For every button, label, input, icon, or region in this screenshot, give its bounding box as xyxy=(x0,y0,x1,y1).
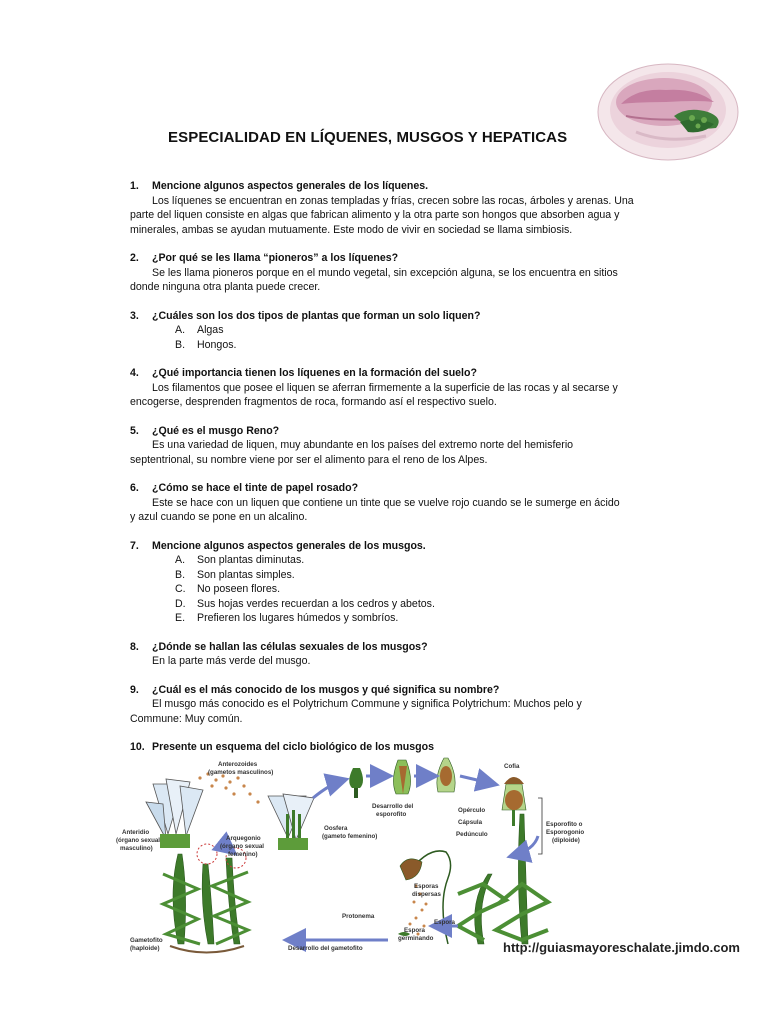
sporophyte-bracket xyxy=(538,798,542,854)
label-esporas-dispersas-1: Esporas xyxy=(414,883,439,890)
question-text: ¿Cómo se hace el tinte de papel rosado? xyxy=(152,482,359,494)
list-item xyxy=(175,553,304,568)
label-cofia: Cofia xyxy=(504,763,520,770)
label-espora-germinando-1: Espora xyxy=(404,927,425,934)
list-item xyxy=(175,582,280,597)
label-arquegonio-sub2: femenino) xyxy=(228,851,258,858)
question-text: ¿Cuáles son los dos tipos de plantas que forman un solo liquen? xyxy=(152,309,481,322)
moss-life-cycle-diagram xyxy=(108,754,748,964)
answer-line: septentrional, su nombre viene por ser el alimento para el reno de los Alpes. xyxy=(130,453,488,466)
question-4 xyxy=(130,366,477,381)
list-text: Son plantas diminutas. xyxy=(197,554,305,566)
question-6 xyxy=(130,481,358,496)
question-7 xyxy=(130,539,426,554)
question-number: 10. xyxy=(130,741,145,753)
label-arquegonio: Arquegonio xyxy=(226,835,261,842)
question-number: 1. xyxy=(130,180,139,192)
question-number: 8. xyxy=(130,640,139,653)
question-number: 5. xyxy=(130,424,139,437)
question-text: Mencione algunos aspectos generales de los líquenes. xyxy=(152,180,429,192)
label-arquegonio-sub1: (órgano sexual xyxy=(220,843,265,850)
highlight-circle-left xyxy=(197,844,217,864)
watermark-url: http://guiasmayoreschalate.jimdo.com xyxy=(503,940,740,955)
answer-line: Este se hace con un liquen que contiene un tinte que se vuelve rojo cuando se le sumerge en ácido xyxy=(152,496,620,509)
label-pedunculo: Pedúnculo xyxy=(456,831,488,838)
question-1 xyxy=(130,179,428,194)
label-desarrollo-esporofito-1: Desarrollo del xyxy=(372,803,414,810)
label-gametofito-1: Gametofito xyxy=(130,937,163,944)
answer-line: Es una variedad de liquen, muy abundante en los países del extremo norte del hemisferio xyxy=(152,439,574,451)
label-oosfera: Oosfera xyxy=(324,825,348,832)
question-number: 7. xyxy=(130,539,139,552)
lichen-illustration xyxy=(596,60,746,170)
question-8 xyxy=(130,640,428,655)
answer-line: parte del liquen consiste en algas que fabrican alimento y la otra parte son hongos que absorben agua y xyxy=(130,209,620,221)
list-letter: B. xyxy=(175,338,186,351)
question-10 xyxy=(130,740,434,755)
label-anterozoides: Anterozoides xyxy=(218,761,258,768)
question-text: Mencione algunos aspectos generales de los musgos. xyxy=(152,539,426,552)
answer-line: En la parte más verde del musgo. xyxy=(152,655,311,667)
answer-line: donde ninguna otra planta puede crecer. xyxy=(130,281,321,293)
label-esporofito-2: Esporogonio xyxy=(546,829,585,836)
question-9 xyxy=(130,683,499,698)
label-anterozoides-sub: (gametos masculinos) xyxy=(208,769,274,776)
question-text: ¿Qué importancia tienen los líquenes en la formación del suelo? xyxy=(152,367,477,379)
answer-line: Se les llama pioneros porque en el mundo vegetal, sin excepción alguna, se los encuentra en sitios xyxy=(152,266,618,279)
question-number: 2. xyxy=(130,252,139,264)
label-esporofito-1: Esporofito o xyxy=(546,821,583,828)
archegonium-cluster-drawing xyxy=(268,794,314,850)
question-number: 3. xyxy=(130,309,139,322)
label-desarrollo-esporofito-2: esporofito xyxy=(376,811,407,818)
answer-line: Los filamentos que posee el liquen se aferran firmemente a la superficie de las rocas y al secarse y xyxy=(152,381,618,394)
answer-line: Commune: Muy común. xyxy=(130,712,243,725)
label-protonema: Protonema xyxy=(342,913,375,920)
list-letter: A. xyxy=(175,324,186,336)
label-anteridio-sub2: masculino) xyxy=(120,845,153,852)
list-item xyxy=(175,338,236,353)
label-anteridio-sub1: (órgano sexual xyxy=(116,837,161,844)
label-espora: Espora xyxy=(434,919,455,926)
label-oosfera-sub: (gameto femenino) xyxy=(322,833,378,840)
question-text: ¿Dónde se hallan las células sexuales de los musgos? xyxy=(152,640,428,653)
answer-line: y azul cuando se pone en un alcalino. xyxy=(130,511,308,523)
question-3 xyxy=(130,309,480,324)
page-title: ESPECIALIDAD EN LÍQUENES, MUSGOS Y HEPATICAS xyxy=(168,129,568,146)
list-letter: C. xyxy=(175,583,186,595)
list-text: Hongos. xyxy=(197,338,237,351)
list-text: Algas xyxy=(197,324,224,336)
list-letter: B. xyxy=(175,568,186,581)
list-text: Prefieren los lugares húmedos y sombríos. xyxy=(197,612,399,624)
label-capsula: Cápsula xyxy=(458,819,483,826)
label-operculo: Opérculo xyxy=(458,807,486,814)
question-number: 6. xyxy=(130,482,139,494)
label-esporofito-3: (diploide) xyxy=(552,837,580,844)
answer-line: Los líquenes se encuentran en zonas templadas y frías, crecen sobre las rocas, árboles y arenas. Una xyxy=(152,194,634,207)
list-letter: E. xyxy=(175,612,186,624)
list-text: Son plantas simples. xyxy=(197,568,295,581)
list-item xyxy=(175,323,224,338)
question-text: Presente un esquema del ciclo biológico de los musgos xyxy=(152,741,434,753)
answer-line: minerales, ambas se ayudan mutuamente. Este modo de vivir en sociedad se llama simbiosis. xyxy=(130,223,573,236)
question-text: ¿Por qué se les llama “pioneros” a los líquenes? xyxy=(152,252,399,264)
question-2 xyxy=(130,251,398,266)
question-5 xyxy=(130,424,279,439)
label-anteridio: Anteridio xyxy=(122,829,150,836)
question-number: 9. xyxy=(130,683,139,696)
list-text: Sus hojas verdes recuerdan a los cedros y abetos. xyxy=(197,597,435,610)
label-esporas-dispersas-2: dispersas xyxy=(412,891,441,898)
question-text: ¿Qué es el musgo Reno? xyxy=(152,424,280,437)
gametophyte-plant-drawing xyxy=(163,854,248,953)
label-gametofito-2: (haploide) xyxy=(130,945,160,952)
list-letter: D. xyxy=(175,597,186,610)
question-text: ¿Cuál es el más conocido de los musgos y qué significa su nombre? xyxy=(152,683,500,696)
list-item xyxy=(175,568,295,583)
list-letter: A. xyxy=(175,554,186,566)
answer-line: El musgo más conocido es el Polytrichum Commune y significa Polytrichum: Muchos pelo y xyxy=(152,698,582,710)
question-number: 4. xyxy=(130,367,139,379)
list-item xyxy=(175,611,398,626)
sporophyte-development-drawing xyxy=(349,758,455,798)
label-desarrollo-gametofito: Desarrollo del gametofito xyxy=(288,945,363,952)
label-espora-germinando-2: germinando xyxy=(398,935,434,942)
answer-line: encogerse, desprenden fragmentos de roca, formando así el respectivo suelo. xyxy=(130,396,497,408)
list-text: No poseen flores. xyxy=(197,583,281,595)
list-item xyxy=(175,597,435,612)
